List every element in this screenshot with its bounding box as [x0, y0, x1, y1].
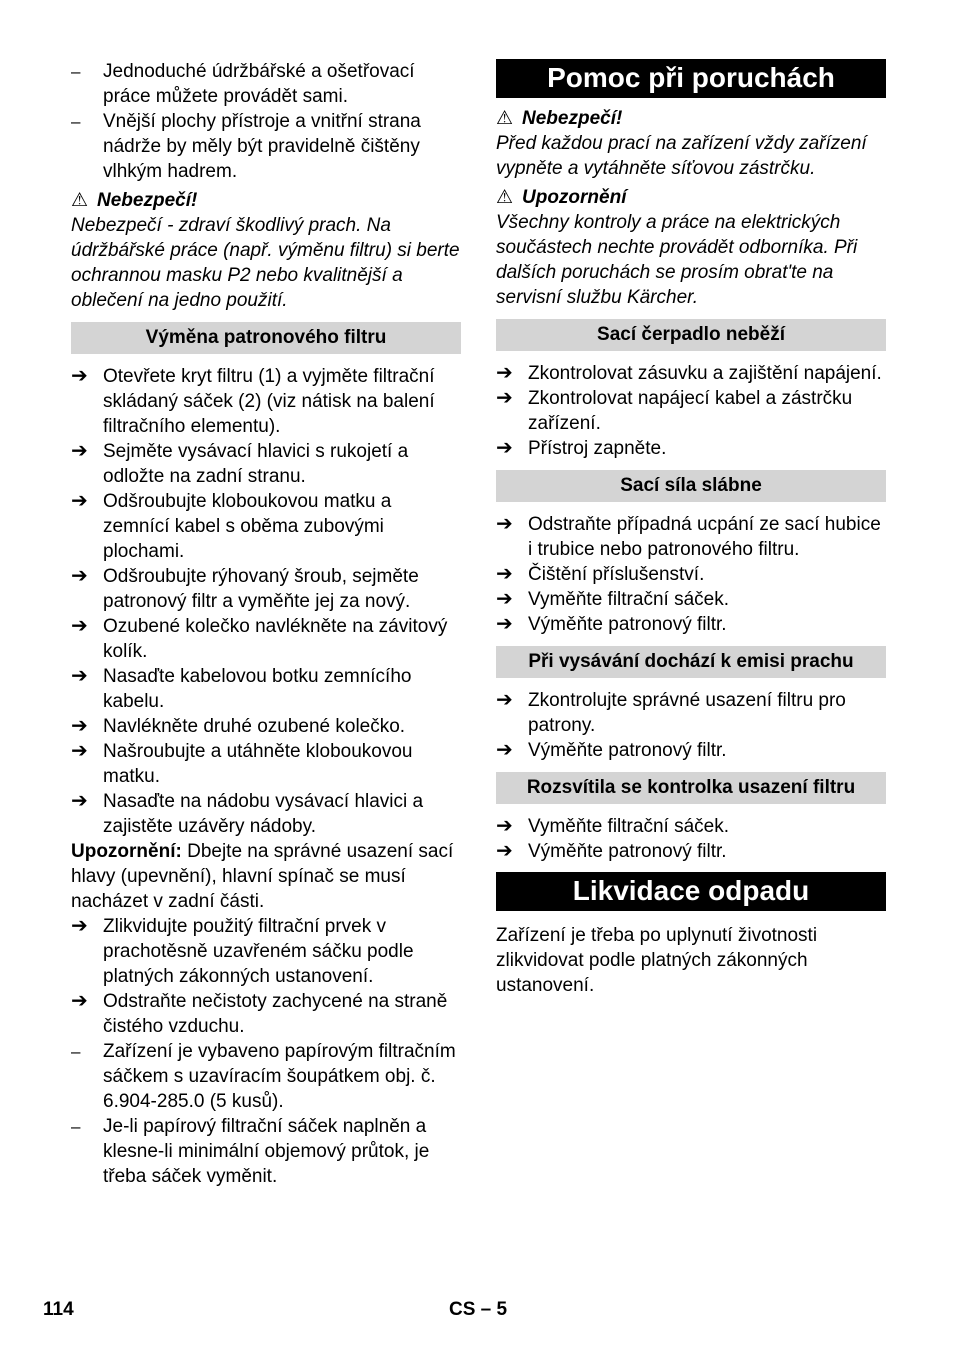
- list-item: ➔ Otevřete kryt filtru (1) a vyjměte filtrační skládaný sáček (2) (viz nátisk na balení filtračního elementu).: [71, 365, 435, 437]
- list-item: ➔ Sejměte vysávací hlavici s rukojetí a odložte na zadní stranu.: [71, 440, 409, 487]
- arrow-right-icon: ➔: [496, 437, 513, 459]
- list-item: ➔ Našroubujte a utáhněte kloboukovou matku.: [71, 740, 413, 787]
- list-item: ➔ Zkontrolovat zásuvku a zajištění napájení.: [496, 362, 882, 384]
- arrow-right-icon: ➔: [496, 613, 513, 635]
- arrow-right-icon: ➔: [496, 513, 513, 535]
- list-item: ➔ Čištění příslušenství.: [496, 563, 705, 585]
- dash-bullet: –: [71, 1042, 81, 1061]
- arrow-right-icon: ➔: [496, 563, 513, 585]
- caution-heading: ⚠ Upozornění: [496, 187, 627, 208]
- list-item: ➔ Odstraňte případná ucpání ze sací hubice i trubice nebo patronového filtru.: [496, 513, 881, 560]
- note-paragraph: Upozornění: Dbejte na správné usazení sací hlavy (upevnění), hlavní spínač se musí nacházet v zadní části.: [71, 841, 454, 912]
- arrow-right-icon: ➔: [496, 689, 513, 711]
- dash-bullet: –: [71, 112, 81, 131]
- danger-heading: ⚠ Nebezpečí!: [496, 108, 623, 129]
- list-item: ➔ Odstraňte nečistoty zachycené na straně čistého vzduchu.: [71, 990, 448, 1037]
- list-item: ➔ Zlikvidujte použitý filtrační prvek v prachotěsně uzavřeném sáčku podle platných zákonných ustanovení.: [71, 915, 414, 987]
- main-heading-troubleshooting: Pomoc při poruchách: [496, 59, 886, 98]
- dash-bullet: –: [71, 62, 81, 81]
- left-column: [71, 59, 461, 1189]
- arrow-right-icon: ➔: [496, 362, 513, 384]
- dash-bullet: –: [71, 1117, 81, 1136]
- arrow-right-icon: ➔: [71, 790, 88, 812]
- section-heading: Sací síla slábne: [496, 470, 886, 502]
- arrow-right-icon: ➔: [71, 990, 88, 1012]
- page-number: 114: [43, 1299, 74, 1320]
- warning-triangle-icon: ⚠: [71, 190, 89, 211]
- section-heading: Při vysávání dochází k emisi prachu: [496, 646, 886, 678]
- list-item: ➔ Nasaďte kabelovou botku zemnícího kabelu.: [71, 665, 412, 712]
- list-item: ➔ Vyměňte filtrační sáček.: [496, 588, 729, 610]
- arrow-right-icon: ➔: [71, 665, 88, 687]
- list-item: ➔ Výměňte patronový filtr.: [496, 840, 727, 862]
- arrow-right-icon: ➔: [71, 490, 88, 512]
- section-heading: Rozsvítila se kontrolka usazení filtru: [496, 772, 886, 804]
- arrow-right-icon: ➔: [496, 815, 513, 837]
- list-item: ➔ Přístroj zapněte.: [496, 437, 667, 459]
- danger-text: Nebezpečí - zdraví škodlivý prach. Na údržbářské práce (např. výměnu filtru) si berte ochrannou masku P2 nebo kvalitnější a oblečení na jedno použití.: [71, 215, 460, 311]
- list-item: ➔ Zkontrolujte správné usazení filtru pro patrony.: [496, 689, 846, 736]
- arrow-right-icon: ➔: [71, 915, 88, 937]
- disposal-text: Zařízení je třeba po uplynutí životnosti zlikvidovat podle platných zákonných ustanovení.: [496, 925, 818, 996]
- list-item: ➔ Odšroubujte rýhovaný šroub, sejměte patronový filtr a vyměňte jej za nový.: [71, 565, 419, 612]
- right-column: [496, 59, 886, 998]
- arrow-right-icon: ➔: [496, 739, 513, 761]
- section-heading: Sací čerpadlo neběží: [496, 319, 886, 351]
- warning-triangle-icon: ⚠: [496, 187, 514, 208]
- warning-triangle-icon: ⚠: [496, 108, 514, 129]
- danger-heading: ⚠ Nebezpečí!: [71, 190, 198, 211]
- arrow-right-icon: ➔: [496, 387, 513, 409]
- arrow-right-icon: ➔: [71, 440, 88, 462]
- list-item: ➔ Výměňte patronový filtr.: [496, 613, 727, 635]
- arrow-right-icon: ➔: [71, 715, 88, 737]
- intro-item: – Jednoduché údržbářské a ošetřovací práce můžete provádět sami.: [71, 61, 415, 107]
- caution-text: Všechny kontroly a práce na elektrických součástech nechte provádět odborníka. Při dalších poruchách se prosím obrat'te na servisní službu Kärcher.: [496, 212, 858, 308]
- list-item: – Zařízení je vybaveno papírovým filtračním sáčkem s uzavíracím šoupátkem obj. č. 6.904-285.0 (5 kusů).: [71, 1041, 456, 1112]
- list-item: ➔ Zkontrolovat napájecí kabel a zástrčku zařízení.: [496, 387, 853, 434]
- list-item: ➔ Navlékněte druhé ozubené kolečko.: [71, 715, 406, 737]
- intro-item: – Vnější plochy přístroje a vnitřní strana nádrže by měly být pravidelně čištěny vlhkým hadrem.: [71, 111, 421, 182]
- section-heading-filter: Výměna patronového filtru: [71, 322, 461, 354]
- arrow-right-icon: ➔: [496, 840, 513, 862]
- danger-text: Před každou prací na zařízení vždy zařízení vypněte a vytáhněte síťovou zástrčku.: [496, 133, 867, 179]
- arrow-right-icon: ➔: [71, 365, 88, 387]
- list-item: ➔ Odšroubujte kloboukovou matku a zemnící kabel s oběma zubovými plochami.: [71, 490, 392, 562]
- list-item: ➔ Nasaďte na nádobu vysávací hlavici a zajistěte uzávěry nádoby.: [71, 790, 424, 837]
- arrow-right-icon: ➔: [496, 588, 513, 610]
- list-item: ➔ Ozubené kolečko navlékněte na závitový kolík.: [71, 615, 448, 662]
- list-item: ➔ Výměňte patronový filtr.: [496, 739, 727, 761]
- main-heading-disposal: Likvidace odpadu: [496, 872, 886, 911]
- list-item: – Je-li papírový filtrační sáček naplněn a klesne-li minimální objemový průtok, je třeba sáček vyměnit.: [71, 1116, 430, 1187]
- arrow-right-icon: ➔: [71, 740, 88, 762]
- list-item: ➔ Vyměňte filtrační sáček.: [496, 815, 729, 837]
- arrow-right-icon: ➔: [71, 565, 88, 587]
- arrow-right-icon: ➔: [71, 615, 88, 637]
- language-code: CS – 5: [449, 1299, 508, 1320]
